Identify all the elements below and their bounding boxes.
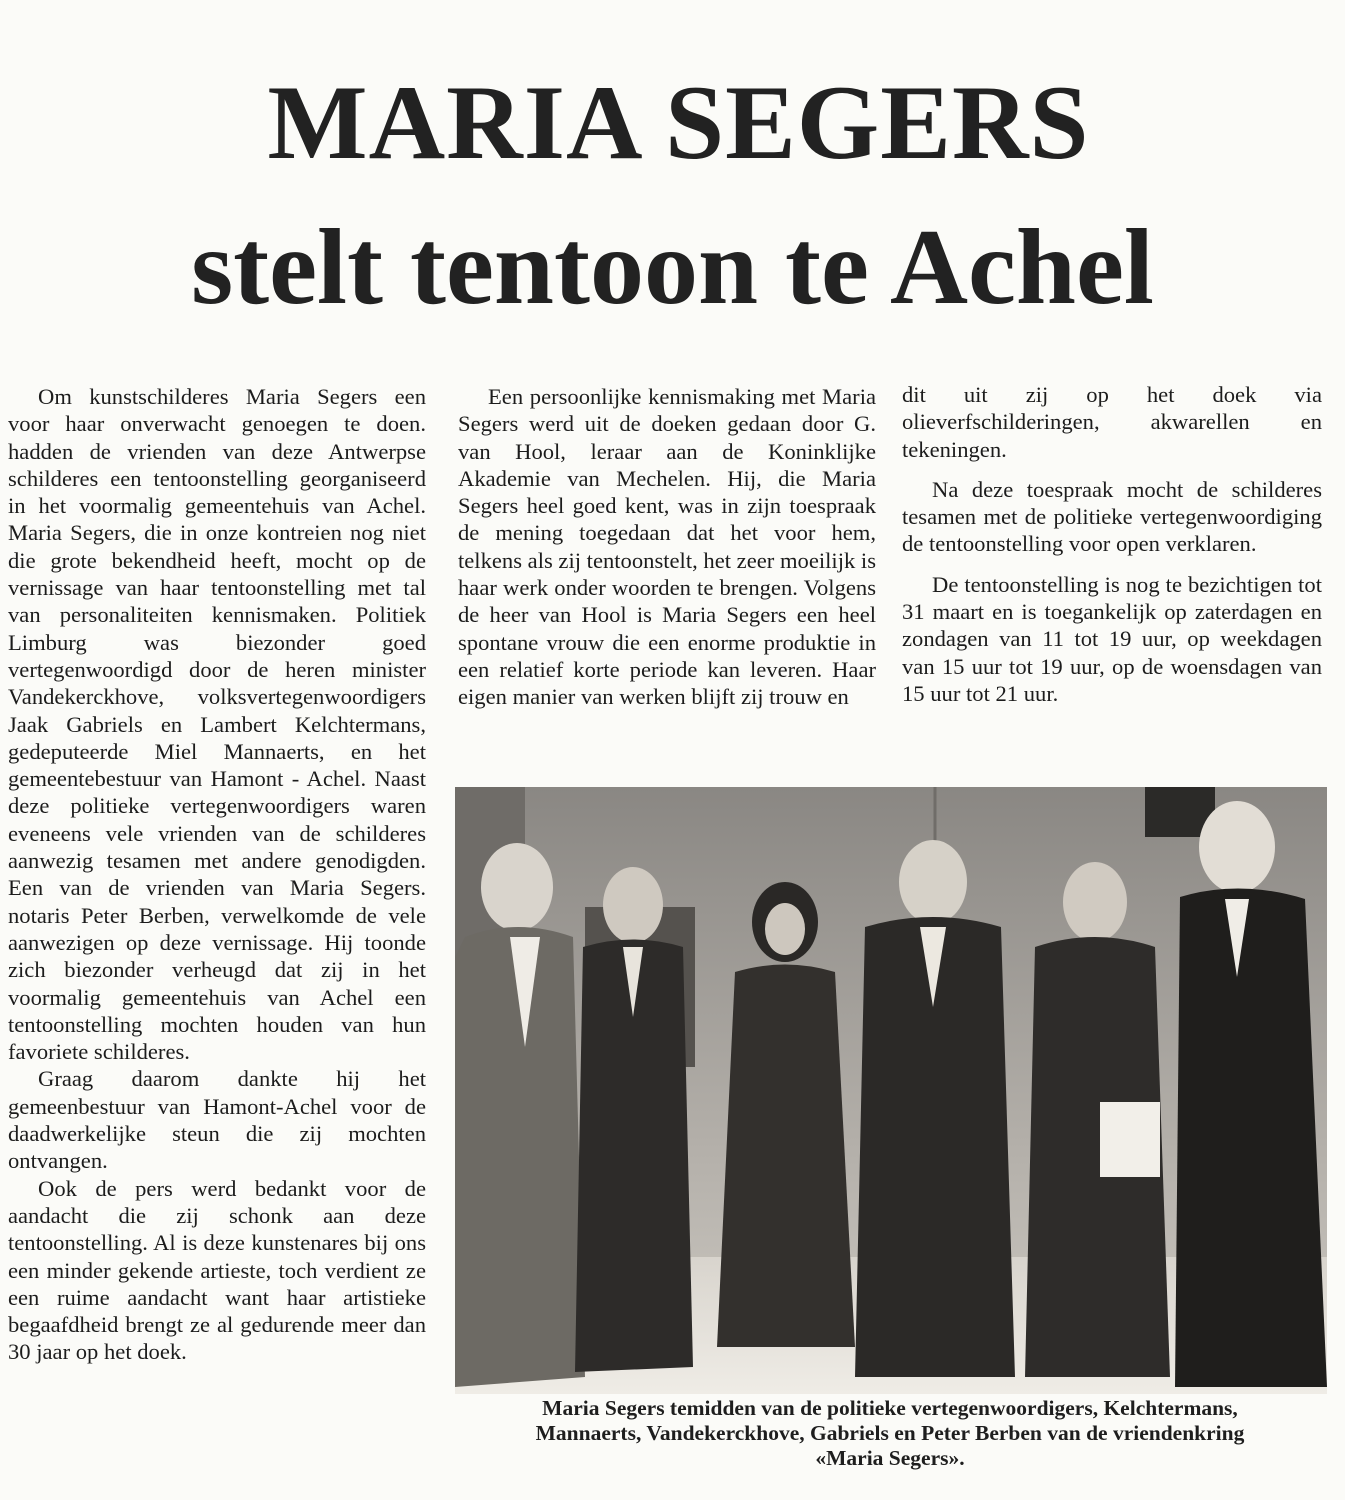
caption-line-1: Maria Segers temidden van de politieke vertegenwoordigers, Kelchtermans, bbox=[542, 1396, 1238, 1420]
col3-paragraph-2: Na deze toespraak mocht de schilderes tesamen met de politieke vertegenwoordiging de tentoonstelling voor open verklaren. bbox=[902, 476, 1322, 557]
headline-line-2: stelt tentoon te Achel bbox=[191, 208, 1154, 327]
col3-paragraph-1: dit uit zij op het doek via olieverfschilderingen, akwarellen en tekeningen. bbox=[902, 382, 1322, 462]
col1-paragraph-1: Om kunstschilderes Maria Segers een voor haar onverwacht genoegen te doen. hadden de vrienden van deze Antwerpse schilderes een tentoonstelling georganiseerd in het voormalig gemeentehuis van Achel. Maria Segers, die in onze kontreien nog niet die grote bekendheid heeft, mocht op de vernissage van haar tentoonstelling met tal van personaliteiten kennismaken. Politiek Limburg was biezonder goed vertegenwoordigd door de heren minister Vandekerckhove, volksvertegenwoordigers Jaak Gabriels en Lambert Kelchtermans, gedeputeerde Miel Mannaerts, en het gemeentebestuur van Hamont - Achel. Naast deze politieke vertegenwoordigers waren eveneens vele vrienden van de schilderes aanwezig tesamen met andere genodigden. Een van de vrienden van Maria Segers. notaris Peter Berben, verwelkomde de vele aanwezigen op deze vernissage. Hij toonde zich biezonder verheugd dat zij in het voormalig gemeentehuis van Achel een tentoonstelling mochten houden van hun favoriete schilderes. bbox=[8, 384, 426, 1065]
caption-line-2: Mannaerts, Vandekerckhove, Gabriels en Peter Berben van de vriendenkring bbox=[535, 1421, 1245, 1445]
col1-paragraph-3: Ook de pers werd bedankt voor de aandacht die zij schonk aan deze tentoonstelling. Al is deze kunstenares bij ons een minder gekende artieste, toch verdient ze een ruime aandacht want haar artistieke begaafdheid brengt ze al gedurende meer dan 30 jaar op het doek. bbox=[8, 1175, 426, 1365]
photo-caption bbox=[445, 1396, 1335, 1471]
group-photo-illustration bbox=[455, 787, 1327, 1394]
col2-paragraph-1: Een persoonlijke kennismaking met Maria Segers werd uit de doeken gedaan door G. van Hool, leraar aan de Koninklijke Akademie van Mechelen. Hij, die Maria Segers heel goed kent, was in zijn toespraak de mening toegedaan dat het voor hem, telkens als zij tentoonstelt, het zeer moeilijk is haar werk onder woorden te brengen. Volgens de heer van Hool is Maria Segers een heel spontane vrouw die een enorme produktie in een relatief korte periode kan leveren. Haar eigen manier van werken blijft zij trouw en bbox=[458, 384, 876, 710]
col3-paragraph-3: De tentoonstelling is nog te bezichtigen tot 31 maart en is toegankelijk op zaterdagen en zondagen van 11 tot 19 uur, op weekdagen van 15 uur tot 19 uur, op de woensdagen van 15 uur tot 21 uur. bbox=[902, 571, 1322, 706]
photo-papers bbox=[1100, 1102, 1160, 1177]
caption-line-3: «Maria Segers». bbox=[815, 1446, 965, 1470]
group-photo bbox=[455, 787, 1327, 1394]
col1-paragraph-2: Graag daarom dankte hij het gemeenbestuur van Hamont-Achel voor de daadwerkelijke steun die zij mochten ontvangen. bbox=[8, 1066, 426, 1174]
article-column-3 bbox=[902, 381, 1322, 707]
headline-line-1: MARIA SEGERS bbox=[267, 64, 1090, 181]
article-column-2 bbox=[458, 383, 876, 711]
article-column-1 bbox=[8, 383, 426, 1366]
